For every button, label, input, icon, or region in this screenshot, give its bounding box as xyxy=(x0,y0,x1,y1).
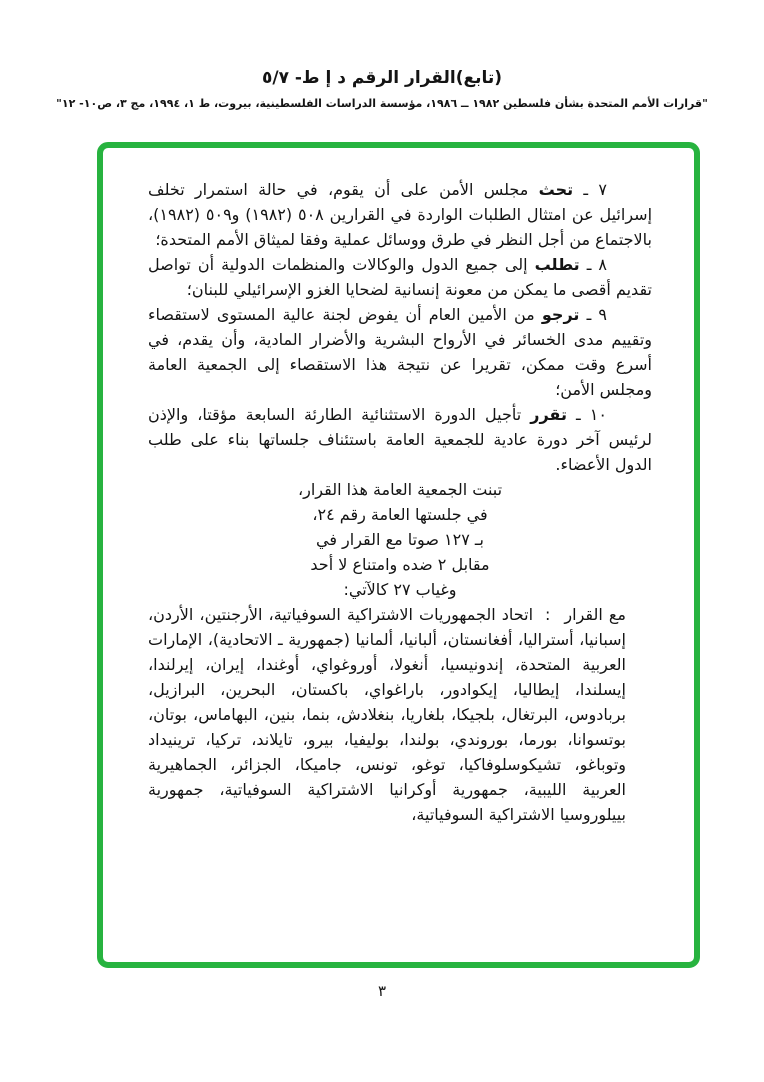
document-body xyxy=(103,148,694,827)
in-favour-list xyxy=(148,602,626,827)
paragraph-text: إلى جميع الدول والوكالات والمنظمات الدولية أن تواصل تقديم أقصى ما يمكن من معونة إنسانية لضحايا الغزو الإسرائيلي للبنان؛ xyxy=(148,255,652,299)
resolution-title: (تابع)القرار الرقم د إ ط- ٥/٧ xyxy=(261,68,502,88)
paragraph-number: ٨ ـ xyxy=(586,255,608,274)
paragraph-keyword: تحث xyxy=(538,180,574,199)
adoption-note xyxy=(148,477,652,602)
paragraph-number: ٧ ـ xyxy=(583,180,607,199)
adoption-line: تبنت الجمعية العامة هذا القرار، xyxy=(297,480,503,499)
adoption-line: بـ ١٢٧ صوتا مع القرار في xyxy=(315,530,485,549)
in-favour-countries: اتحاد الجمهوريات الاشتراكية السوفياتية، الأرجنتين، الأردن، إسبانيا، أستراليا، أفغانستان، ألبانيا، ألمانيا (جمهورية ـ الاتحادية)، الإمارات العربية المتحدة، إندونيسيا، أنغولا، أوروغواي، أوغندا، إيران، إيرلندا، إيسلندا، إيطاليا، إيكوادور، باراغواي، باكستان، البحرين، البرازيل، بربادوس، البرتغال، بلجيكا، بلغاريا، بنغلادش، بنما، بنين، البهاماس، بوتان، بوتسوانا، بورما، بوروندي، بولندا، بوليفيا، بيرو، تايلاند، تركيا، ترينيداد وتوباغو، تشيكوسلوفاكيا، توغو، تونس، جاميكا، الجزائر، الجماهيرية العربية الليبية، جمهورية أوكرانيا الاشتراكية السوفياتية، جمهورية بييلوروسيا الاشتراكية السوفياتية، xyxy=(148,605,626,824)
adoption-line: في جلستها العامة رقم ٢٤، xyxy=(312,505,488,524)
page-number: ٣ xyxy=(377,982,387,1000)
adoption-line: وغياب ٢٧ كالآتي: xyxy=(343,580,457,599)
document-frame xyxy=(97,142,700,968)
paragraph-text: تأجيل الدورة الاستثنائية الطارئة السابعة مؤقتا، والإذن لرئيس آخر دورة عادية للجمعية العامة باستئناف جلساتها بناء على طلب الدول الأعضاء. xyxy=(148,405,652,474)
resolution-paragraph-10 xyxy=(148,402,652,477)
paragraph-keyword: ترجو xyxy=(541,305,580,324)
paragraph-number: ١٠ ـ xyxy=(576,405,607,424)
paragraph-number: ٩ ـ xyxy=(586,305,608,324)
paragraph-text: مجلس الأمن على أن يقوم، في حالة استمرار تخلف إسرائيل عن امتثال الطلبات الواردة في القرارين ٥٠٨ (١٩٨٢) و٥٠٩ (١٩٨٢)، بالاجتماع من أجل النظر في طرق ووسائل عملية وفقا لميثاق الأمم المتحدة؛ xyxy=(148,180,653,249)
in-favour-label: مع القرار xyxy=(564,605,626,624)
source-citation: "قرارات الأمم المتحدة بشأن فلسطين ١٩٨٢ ــ ١٩٨٦، مؤسسة الدراسات الفلسطينية، بيروت، ط ١، ١٩٩٤، مج ٣، ص١٠- ١٢" xyxy=(56,97,708,110)
label-separator: : xyxy=(545,605,551,624)
adoption-line: مقابل ٢ ضده وامتناع لا أحد xyxy=(310,555,490,574)
page-header xyxy=(0,0,764,110)
paragraph-keyword: تطلب xyxy=(534,255,580,274)
resolution-paragraph-7 xyxy=(148,177,652,252)
paragraph-text: من الأمين العام أن يفوض لجنة عالية المستوى لاستقصاء وتقييم مدى الخسائر في الأرواح البشرية والأضرار المادية، وأن يقدم، في أسرع وقت ممكن، تقريرا عن نتيجة هذا الاستقصاء إلى الجمعية العامة ومجلس الأمن؛ xyxy=(148,305,652,399)
resolution-paragraph-8 xyxy=(148,252,652,302)
resolution-paragraph-9 xyxy=(148,302,652,402)
paragraph-keyword: تقرر xyxy=(530,405,567,424)
